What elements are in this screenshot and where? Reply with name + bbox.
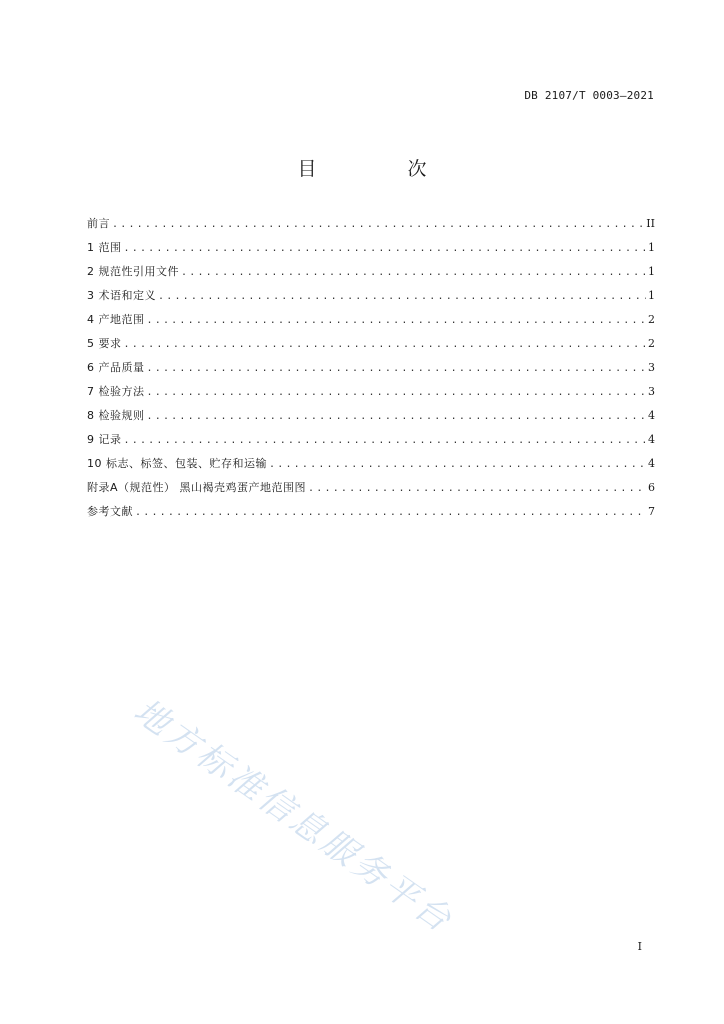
toc-leader-dots [135, 501, 646, 525]
toc-entry-page: 4 [648, 457, 655, 470]
toc-entry-marking-packaging[interactable] [87, 452, 655, 476]
toc-leader-dots [147, 381, 647, 405]
toc-entry-page: 1 [648, 265, 655, 278]
toc-entry-annex-a[interactable] [87, 476, 655, 500]
toc-leader-dots [124, 237, 647, 261]
toc-entry-bibliography[interactable] [87, 500, 655, 524]
toc-entry-records[interactable] [87, 428, 655, 452]
toc-entry-label: 8 检验规则 [87, 409, 145, 422]
toc-entry-label: 2 规范性引用文件 [87, 265, 179, 278]
table-of-contents [87, 212, 655, 524]
toc-leader-dots [181, 261, 646, 285]
toc-entry-page: 7 [648, 505, 655, 518]
toc-entry-label: 9 记录 [87, 433, 122, 446]
toc-entry-page: 4 [648, 433, 655, 446]
toc-entry-page: 3 [648, 361, 655, 374]
toc-title: 目 次 [297, 158, 463, 180]
toc-leader-dots [124, 333, 647, 357]
toc-entry-page: 4 [648, 409, 655, 422]
toc-entry-requirements[interactable] [87, 332, 655, 356]
toc-leader-dots [269, 453, 646, 477]
toc-entry-scope[interactable] [87, 236, 655, 260]
toc-entry-page: 3 [648, 385, 655, 398]
document-code: DB 2107/T 0003—2021 [524, 89, 654, 102]
toc-entry-normative-references[interactable] [87, 260, 655, 284]
toc-leader-dots [158, 285, 646, 309]
toc-entry-page: II [646, 217, 655, 230]
toc-entry-label: 5 要求 [87, 337, 122, 350]
toc-entry-page: 1 [648, 289, 655, 302]
toc-entry-page: 1 [648, 241, 655, 254]
toc-entry-production-area[interactable] [87, 308, 655, 332]
toc-entry-terms-definitions[interactable] [87, 284, 655, 308]
toc-entry-label: 附录A（规范性） 黑山褐壳鸡蛋产地范围图 [87, 481, 307, 494]
page-number: I [637, 940, 642, 953]
toc-entry-label: 10 标志、标签、包装、贮存和运输 [87, 457, 267, 470]
toc-leader-dots [124, 429, 647, 453]
toc-entry-foreword[interactable] [87, 212, 655, 236]
toc-entry-test-methods[interactable] [87, 380, 655, 404]
toc-leader-dots [308, 477, 646, 501]
toc-entry-label: 参考文献 [87, 505, 133, 518]
toc-leader-dots [147, 357, 647, 381]
toc-entry-page: 2 [648, 337, 655, 350]
toc-leader-dots [112, 213, 644, 237]
toc-entry-label: 4 产地范围 [87, 313, 145, 326]
toc-entry-label: 1 范围 [87, 241, 122, 254]
toc-entry-page: 6 [648, 481, 655, 494]
toc-entry-product-quality[interactable] [87, 356, 655, 380]
toc-leader-dots [147, 405, 647, 429]
toc-entry-label: 3 术语和定义 [87, 289, 156, 302]
toc-entry-label: 6 产品质量 [87, 361, 145, 374]
toc-entry-label: 前言 [87, 217, 110, 230]
toc-entry-inspection-rules[interactable] [87, 404, 655, 428]
watermark: 地方标准信息服务平台 [126, 690, 461, 942]
toc-entry-page: 2 [648, 313, 655, 326]
toc-entry-label: 7 检验方法 [87, 385, 145, 398]
toc-leader-dots [147, 309, 647, 333]
